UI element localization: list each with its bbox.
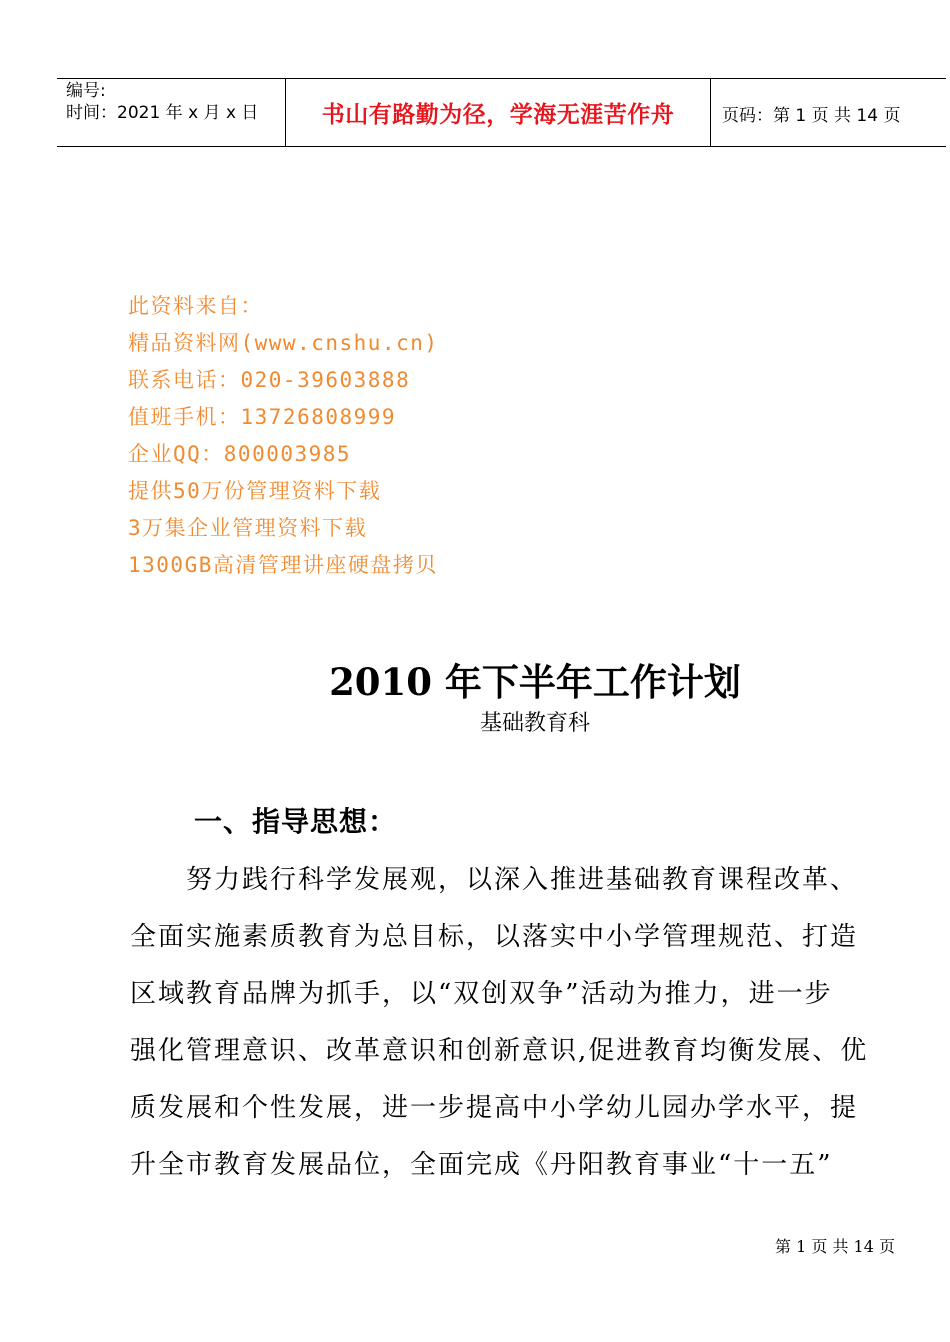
document-subtitle: 基础教育科 (479, 711, 590, 736)
body-line: 升全市教育发展品位，全面完成《丹阳教育事业“十一五” (130, 1150, 833, 1180)
body-line: 努力践行科学发展观，以深入推进基础教育课程改革、 (186, 865, 859, 895)
source-line: 提供50万份管理资料下载 (128, 479, 382, 503)
source-line: 3万集企业管理资料下载 (128, 516, 368, 540)
body-paragraph (130, 852, 890, 1194)
document-title: 2010 年下半年工作计划 (329, 660, 741, 704)
header-page-info: 页码：第 1 页 共 14 页 (722, 106, 901, 126)
time-label: 时间：2021 年 x 月 x 日 (66, 103, 259, 123)
header-meta (66, 80, 258, 124)
source-line: 精品资料网(www.cnshu.cn) (128, 331, 439, 355)
body-line: 区域教育品牌为抓手，以“双创双争”活动为推力，进一步 (130, 979, 833, 1009)
source-line: 1300GB高清管理讲座硬盘拷贝 (128, 553, 438, 577)
header-top-rule (57, 78, 946, 79)
header-bottom-rule (57, 146, 946, 147)
section-heading: 一、指导思想： (194, 805, 398, 838)
footer-page-info: 第 1 页 共 14 页 (775, 1237, 895, 1256)
serial-label: 编号: (66, 81, 106, 101)
source-line: 企业QQ：800003985 (128, 442, 352, 466)
source-line: 此资料来自： (128, 294, 263, 318)
header-divider-right (710, 78, 711, 146)
source-info-block (128, 288, 439, 584)
body-line: 全面实施素质教育为总目标，以落实中小学管理规范、打造 (130, 922, 859, 952)
source-line: 联系电话：020-39603888 (128, 368, 411, 392)
body-line: 质发展和个性发展，进一步提高中小学幼儿园办学水平，提 (130, 1093, 859, 1123)
body-line: 强化管理意识、改革意识和创新意识,促进教育均衡发展、优 (130, 1036, 869, 1066)
source-line: 值班手机：13726808999 (128, 405, 397, 429)
header-motto: 书山有路勤为径，学海无涯苦作舟 (321, 101, 675, 128)
